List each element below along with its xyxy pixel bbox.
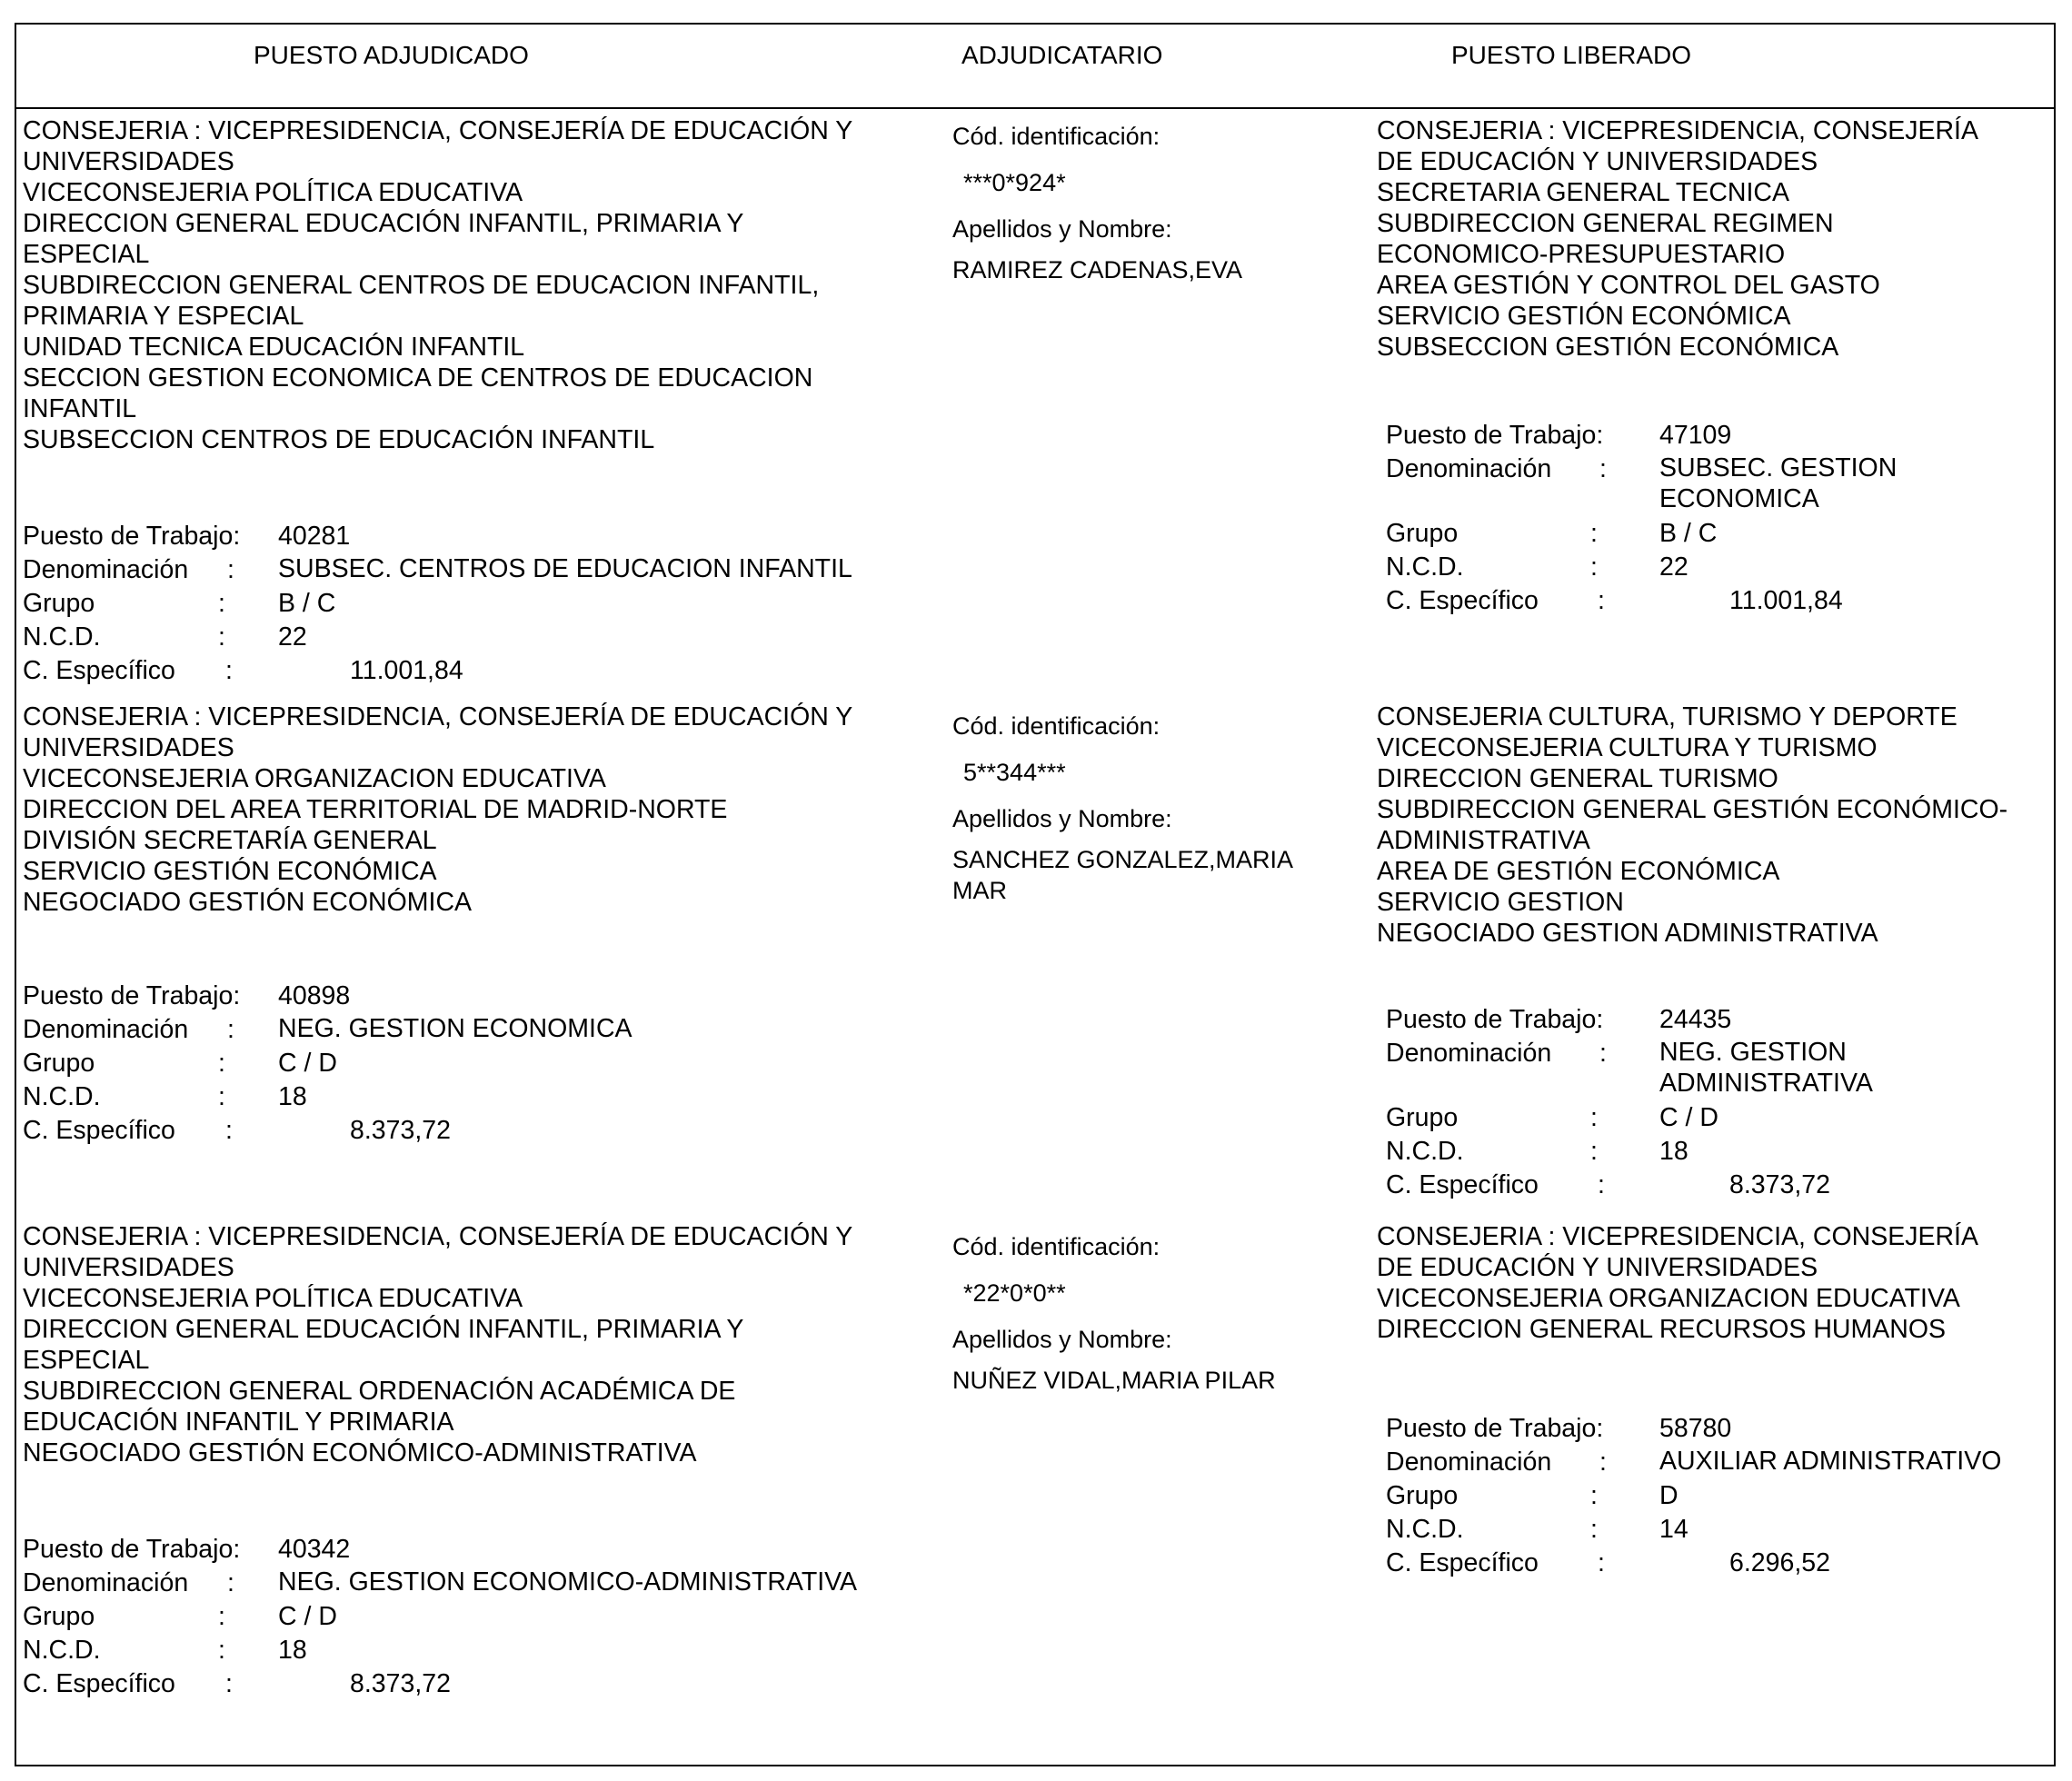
grupo-value: C / D xyxy=(1659,1103,1718,1132)
liberado-grupo-row xyxy=(1386,517,2040,551)
org-line: SUBDIRECCION GENERAL GESTIÓN ECONÓMICO- xyxy=(1377,795,2008,824)
org-line: DIRECCION GENERAL EDUCACIÓN INFANTIL, PRIMARIA Y xyxy=(23,209,744,238)
org-line: SERVICIO GESTIÓN ECONÓMICA xyxy=(1377,302,1791,331)
adjudicado-especifico-row xyxy=(23,1114,677,1148)
adjudicado-details xyxy=(23,520,852,688)
colon: : xyxy=(218,1636,225,1665)
colon: : xyxy=(1590,1103,1598,1132)
puesto-value: 47109 xyxy=(1659,421,1732,450)
liberado-especifico-row xyxy=(1386,1169,2040,1202)
adjudicado-grupo-row xyxy=(23,1047,677,1080)
cod-identificacion-value: ***0*924* xyxy=(963,169,1066,196)
especifico-value: 8.373,72 xyxy=(350,1116,451,1145)
grupo-value: C / D xyxy=(278,1049,337,1078)
org-line: SUBSECCION GESTIÓN ECONÓMICA xyxy=(1377,333,1839,362)
especifico-value: 8.373,72 xyxy=(350,1669,451,1698)
puesto-value: 40898 xyxy=(278,981,351,1010)
liberado-puesto-row xyxy=(1386,1003,2040,1037)
puesto-label: Puesto de Trabajo: xyxy=(23,981,241,1010)
adjudicado-ncd-row xyxy=(23,1634,677,1667)
ncd-value: 22 xyxy=(1659,552,1688,582)
org-line: AREA GESTIÓN Y CONTROL DEL GASTO xyxy=(1377,271,1880,300)
org-line: NEGOCIADO GESTIÓN ECONÓMICA xyxy=(23,888,473,917)
puesto-label: Puesto de Trabajo: xyxy=(23,1535,241,1564)
grupo-label: Grupo xyxy=(1386,1103,1459,1132)
apellidos-nombre-value xyxy=(952,844,1293,906)
liberado-ncd-row xyxy=(1386,1513,2040,1547)
org-line: UNIVERSIDADES xyxy=(23,1253,234,1282)
denominacion-label: Denominación xyxy=(23,1568,189,1597)
colon: : xyxy=(218,1049,225,1078)
org-line: ECONOMICO-PRESUPUESTARIO xyxy=(1377,240,1786,269)
adjudicatario-block xyxy=(952,1231,1276,1396)
nombre-line: NUÑEZ VIDAL,MARIA PILAR xyxy=(952,1367,1276,1394)
org-line: CONSEJERIA : VICEPRESIDENCIA, CONSEJERÍA DE EDUCACIÓN Y xyxy=(23,116,853,145)
grupo-label: Grupo xyxy=(23,1602,95,1631)
especifico-value: 11.001,84 xyxy=(350,656,463,685)
adjudicado-puesto-row xyxy=(23,1533,677,1567)
colon: : xyxy=(227,1015,234,1044)
ncd-label: N.C.D. xyxy=(1386,1515,1464,1544)
colon: : xyxy=(1590,1515,1598,1544)
apellidos-nombre-value xyxy=(952,254,1242,285)
org-line: PRIMARIA Y ESPECIAL xyxy=(23,302,304,331)
especifico-label: C. Específico xyxy=(23,656,175,685)
adjudicado-especifico-row xyxy=(23,1667,677,1701)
liberado-ncd-row xyxy=(1386,551,2040,584)
org-line: DIRECCION DEL AREA TERRITORIAL DE MADRID-NORTE xyxy=(23,795,728,824)
cod-identificacion-label: Cód. identificación: xyxy=(952,712,1161,740)
grupo-label: Grupo xyxy=(23,1049,95,1078)
ncd-value: 22 xyxy=(278,622,307,652)
nombre-line: SANCHEZ GONZALEZ,MARIA xyxy=(952,846,1294,873)
denominacion-line: SUBSEC. GESTION xyxy=(1659,453,1898,483)
org-line: CONSEJERIA : VICEPRESIDENCIA, CONSEJERÍA DE EDUCACIÓN Y xyxy=(23,1222,853,1251)
org-line: VICECONSEJERIA ORGANIZACION EDUCATIVA xyxy=(1377,1284,1960,1313)
puesto-value: 40281 xyxy=(278,522,351,551)
denominacion-line: AUXILIAR ADMINISTRATIVO xyxy=(1659,1447,2002,1476)
colon: : xyxy=(1599,1039,1607,1068)
org-line: ESPECIAL xyxy=(23,240,150,269)
liberado-denominacion-row xyxy=(1386,1037,2040,1101)
ncd-label: N.C.D. xyxy=(23,622,101,652)
org-line: SUBDIRECCION GENERAL REGIMEN xyxy=(1377,209,1834,238)
colon: : xyxy=(218,1602,225,1631)
denominacion-label: Denominación xyxy=(1386,1448,1552,1477)
org-line: UNIVERSIDADES xyxy=(23,733,234,762)
grupo-value: D xyxy=(1659,1481,1679,1510)
adjudicado-denominacion-row xyxy=(23,1013,677,1047)
org-line: DIRECCION GENERAL RECURSOS HUMANOS xyxy=(1377,1315,1947,1344)
denominacion-value xyxy=(1659,453,1897,514)
colon: : xyxy=(218,589,225,618)
denominacion-label: Denominación xyxy=(23,1015,189,1044)
adjudicado-org-block xyxy=(23,115,852,455)
org-line: CONSEJERIA CULTURA, TURISMO Y DEPORTE xyxy=(1377,702,1957,731)
org-line: VICECONSEJERIA ORGANIZACION EDUCATIVA xyxy=(23,764,606,793)
org-line: UNIDAD TECNICA EDUCACIÓN INFANTIL xyxy=(23,333,525,362)
org-line: UNIVERSIDADES xyxy=(23,147,234,176)
especifico-label: C. Específico xyxy=(1386,1548,1539,1577)
grupo-label: Grupo xyxy=(23,589,95,618)
ncd-label: N.C.D. xyxy=(1386,1137,1464,1166)
denominacion-value xyxy=(278,1013,633,1044)
puesto-label: Puesto de Trabajo: xyxy=(1386,1005,1604,1034)
colon: : xyxy=(1599,454,1607,483)
colon: : xyxy=(1590,552,1598,582)
denominacion-value xyxy=(1659,1446,2001,1477)
org-line: AREA DE GESTIÓN ECONÓMICA xyxy=(1377,857,1780,886)
ncd-label: N.C.D. xyxy=(23,1082,101,1111)
especifico-value: 11.001,84 xyxy=(1729,586,1843,615)
liberado-denominacion-row xyxy=(1386,453,2040,517)
denominacion-label: Denominación xyxy=(23,555,189,584)
liberado-puesto-row xyxy=(1386,1412,2040,1446)
ncd-value: 18 xyxy=(278,1082,307,1111)
puesto-label: Puesto de Trabajo: xyxy=(1386,421,1604,450)
org-line: SECCION GESTION ECONOMICA DE CENTROS DE EDUCACION xyxy=(23,363,813,393)
denominacion-line: NEG. GESTION ECONOMICO-ADMINISTRATIVA xyxy=(278,1567,858,1597)
org-line: SERVICIO GESTION xyxy=(1377,888,1624,917)
denominacion-line: SUBSEC. CENTROS DE EDUCACION INFANTIL xyxy=(278,554,852,583)
colon: : xyxy=(225,1116,233,1145)
liberado-puesto-row xyxy=(1386,419,2040,453)
adjudicado-org-block xyxy=(23,1221,852,1468)
cod-identificacion-label: Cód. identificación: xyxy=(952,1233,1161,1260)
colon: : xyxy=(225,656,233,685)
denominacion-line: ADMINISTRATIVA xyxy=(1659,1069,1873,1098)
puesto-value: 24435 xyxy=(1659,1005,1732,1034)
org-line: DIVISIÓN SECRETARÍA GENERAL xyxy=(23,826,437,855)
adjudicado-details xyxy=(23,980,677,1148)
colon: : xyxy=(1598,1170,1605,1199)
adjudicado-grupo-row xyxy=(23,1600,677,1634)
apellidos-nombre-label: Apellidos y Nombre: xyxy=(952,805,1172,832)
ncd-value: 18 xyxy=(1659,1137,1688,1166)
org-line: ESPECIAL xyxy=(23,1346,150,1375)
adjudicado-puesto-row xyxy=(23,980,677,1013)
colon: : xyxy=(218,622,225,652)
denominacion-value xyxy=(278,553,852,584)
cod-identificacion-value: 5**344*** xyxy=(963,759,1066,786)
liberado-details xyxy=(1386,419,2040,618)
apellidos-nombre-value xyxy=(952,1365,1276,1396)
puesto-value: 40342 xyxy=(278,1535,351,1564)
ncd-value: 18 xyxy=(278,1636,307,1665)
especifico-value: 8.373,72 xyxy=(1729,1170,1830,1199)
denominacion-value xyxy=(1659,1037,1873,1099)
org-line: VICECONSEJERIA POLÍTICA EDUCATIVA xyxy=(23,1284,523,1313)
org-line: VICECONSEJERIA POLÍTICA EDUCATIVA xyxy=(23,178,523,207)
apellidos-nombre-label: Apellidos y Nombre: xyxy=(952,1326,1172,1353)
especifico-value: 6.296,52 xyxy=(1729,1548,1830,1577)
denominacion-value xyxy=(278,1567,857,1597)
colon: : xyxy=(1599,1448,1607,1477)
liberado-especifico-row xyxy=(1386,584,2040,618)
colon: : xyxy=(1590,1481,1598,1510)
liberado-ncd-row xyxy=(1386,1135,2040,1169)
header-puesto-liberado: PUESTO LIBERADO xyxy=(1451,41,1692,69)
adjudicado-ncd-row xyxy=(23,621,677,654)
colon: : xyxy=(225,1669,233,1698)
org-line: ADMINISTRATIVA xyxy=(1377,826,1590,855)
adjudicado-puesto-row xyxy=(23,520,677,553)
header-adjudicatario: ADJUDICATARIO xyxy=(961,41,1163,69)
colon: : xyxy=(227,1568,234,1597)
denominacion-line: NEG. GESTION ECONOMICA xyxy=(278,1014,633,1043)
adjudicado-especifico-row xyxy=(23,654,677,688)
liberado-especifico-row xyxy=(1386,1547,2040,1580)
org-line: INFANTIL xyxy=(23,394,137,423)
colon: : xyxy=(1598,586,1605,615)
org-line: SUBDIRECCION GENERAL CENTROS DE EDUCACION INFANTIL, xyxy=(23,271,820,300)
org-line: EDUCACIÓN INFANTIL Y PRIMARIA xyxy=(23,1408,454,1437)
liberado-grupo-row xyxy=(1386,1101,2040,1135)
ncd-label: N.C.D. xyxy=(1386,552,1464,582)
grupo-value: B / C xyxy=(278,589,336,618)
especifico-label: C. Específico xyxy=(1386,1170,1539,1199)
liberado-org-block xyxy=(1377,115,1978,363)
adjudicado-denominacion-row xyxy=(23,1567,858,1600)
header-puesto-adjudicado: PUESTO ADJUDICADO xyxy=(254,41,529,69)
denominacion-line: NEG. GESTION xyxy=(1659,1038,1847,1067)
apellidos-nombre-label: Apellidos y Nombre: xyxy=(952,215,1172,243)
adjudicado-grupo-row xyxy=(23,587,677,621)
especifico-label: C. Específico xyxy=(23,1116,175,1145)
especifico-label: C. Específico xyxy=(23,1669,175,1698)
puesto-label: Puesto de Trabajo: xyxy=(23,522,241,551)
header-divider xyxy=(15,107,2056,109)
nombre-line: RAMIREZ CADENAS,EVA xyxy=(952,256,1243,284)
org-line: SECRETARIA GENERAL TECNICA xyxy=(1377,178,1789,207)
grupo-value: C / D xyxy=(278,1602,337,1631)
colon: : xyxy=(218,1082,225,1111)
org-line: CONSEJERIA : VICEPRESIDENCIA, CONSEJERÍA DE EDUCACIÓN Y xyxy=(23,702,853,731)
cod-identificacion-value: *22*0*0** xyxy=(963,1279,1066,1307)
liberado-org-block xyxy=(1377,701,2007,949)
adjudicatario-block xyxy=(952,711,1293,906)
liberado-details xyxy=(1386,1003,2040,1202)
org-line: DE EDUCACIÓN Y UNIVERSIDADES xyxy=(1377,1253,1818,1282)
liberado-grupo-row xyxy=(1386,1479,2040,1513)
denominacion-line: ECONOMICA xyxy=(1659,484,1819,513)
grupo-label: Grupo xyxy=(1386,519,1459,548)
org-line: NEGOCIADO GESTIÓN ECONÓMICO-ADMINISTRATIVA xyxy=(23,1438,697,1468)
colon: : xyxy=(1590,1137,1598,1166)
liberado-org-block xyxy=(1377,1221,1978,1345)
puesto-label: Puesto de Trabajo: xyxy=(1386,1414,1604,1443)
denominacion-label: Denominación xyxy=(1386,1039,1552,1068)
ncd-label: N.C.D. xyxy=(23,1636,101,1665)
denominacion-label: Denominación xyxy=(1386,454,1552,483)
grupo-value: B / C xyxy=(1659,519,1718,548)
nombre-line: MAR xyxy=(952,877,1007,904)
ncd-value: 14 xyxy=(1659,1515,1688,1544)
grupo-label: Grupo xyxy=(1386,1481,1459,1510)
colon: : xyxy=(227,555,234,584)
org-line: VICECONSEJERIA CULTURA Y TURISMO xyxy=(1377,733,1878,762)
org-line: SERVICIO GESTIÓN ECONÓMICA xyxy=(23,857,437,886)
liberado-details xyxy=(1386,1412,2040,1580)
cod-identificacion-label: Cód. identificación: xyxy=(952,123,1161,150)
adjudicatario-block xyxy=(952,121,1242,285)
org-line: SUBDIRECCION GENERAL ORDENACIÓN ACADÉMICA DE xyxy=(23,1377,736,1406)
adjudicado-ncd-row xyxy=(23,1080,677,1114)
colon: : xyxy=(1598,1548,1605,1577)
org-line: DIRECCION GENERAL TURISMO xyxy=(1377,764,1778,793)
adjudicado-org-block xyxy=(23,701,852,918)
org-line: DIRECCION GENERAL EDUCACIÓN INFANTIL, PRIMARIA Y xyxy=(23,1315,744,1344)
especifico-label: C. Específico xyxy=(1386,586,1539,615)
org-line: SUBSECCION CENTROS DE EDUCACIÓN INFANTIL xyxy=(23,425,655,454)
org-line: DE EDUCACIÓN Y UNIVERSIDADES xyxy=(1377,147,1818,176)
adjudicado-details xyxy=(23,1533,858,1701)
adjudicado-denominacion-row xyxy=(23,553,852,587)
colon: : xyxy=(1590,519,1598,548)
org-line: NEGOCIADO GESTION ADMINISTRATIVA xyxy=(1377,919,1878,948)
liberado-denominacion-row xyxy=(1386,1446,2040,1479)
org-line: CONSEJERIA : VICEPRESIDENCIA, CONSEJERÍA xyxy=(1377,116,1978,145)
puesto-value: 58780 xyxy=(1659,1414,1732,1443)
org-line: CONSEJERIA : VICEPRESIDENCIA, CONSEJERÍA xyxy=(1377,1222,1978,1251)
